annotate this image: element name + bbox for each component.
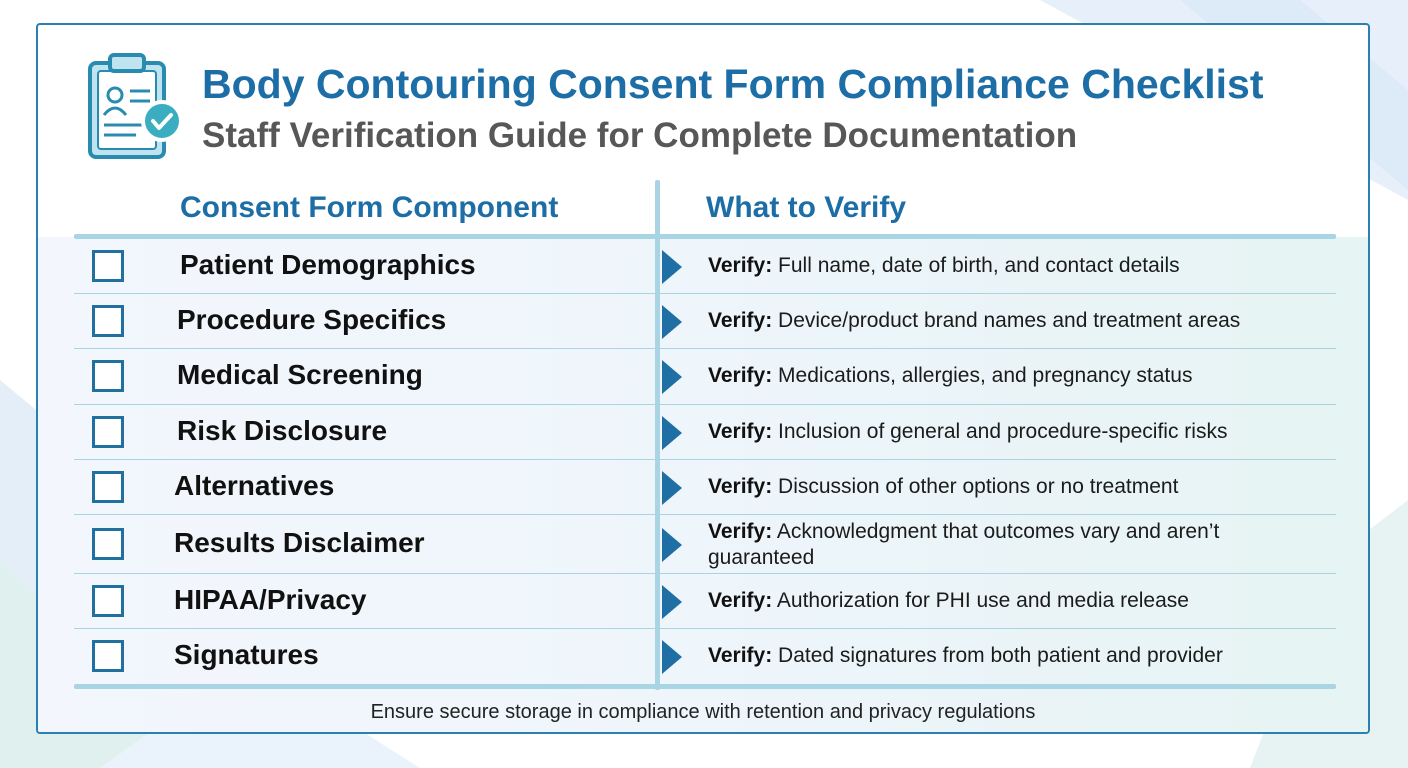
checkbox-procedure-specifics[interactable] <box>92 305 124 337</box>
arrow-marker <box>662 640 682 674</box>
component-label: Patient Demographics <box>180 249 476 280</box>
arrow-marker <box>662 528 682 562</box>
component-label: HIPAA/Privacy <box>174 584 367 615</box>
footer-note: Ensure secure storage in compliance with retention and privacy regulations <box>370 701 1036 723</box>
component-label: Alternatives <box>174 470 335 501</box>
verify-text: Verify: Inclusion of general and procedure-specific risks <box>708 420 1228 443</box>
verify-text: Verify: Acknowledgment that outcomes vary and aren’t guaranteed <box>708 520 1220 569</box>
page-title: Body Contouring Consent Form Compliance Checklist <box>202 61 1264 107</box>
arrow-marker <box>662 416 682 450</box>
table-row <box>74 349 1336 405</box>
arrow-marker <box>662 250 682 284</box>
verify-text: Verify: Dated signatures from both patient and provider <box>708 644 1223 667</box>
checkbox-alternatives[interactable] <box>92 471 124 503</box>
table-row <box>74 405 1336 460</box>
checkbox-patient-demographics[interactable] <box>92 250 124 282</box>
table-row <box>74 294 1336 349</box>
table-row <box>74 515 1336 574</box>
verify-text: Verify: Discussion of other options or no treatment <box>708 475 1179 498</box>
arrow-marker <box>662 305 682 339</box>
checkbox-results-disclaimer[interactable] <box>92 528 124 560</box>
table-row <box>74 239 1336 294</box>
checkbox-medical-screening[interactable] <box>92 360 124 392</box>
table-bottom-rule <box>74 684 1336 689</box>
component-label: Procedure Specifics <box>177 304 447 335</box>
page-subtitle: Staff Verification Guide for Complete Documentation <box>202 116 1078 155</box>
clipboard-check-icon <box>86 51 186 163</box>
checkbox-hipaa-privacy[interactable] <box>92 585 124 617</box>
component-label: Risk Disclosure <box>177 415 388 446</box>
arrow-marker <box>662 585 682 619</box>
checklist-card <box>36 23 1370 734</box>
table-row <box>74 574 1336 629</box>
checkbox-signatures[interactable] <box>92 640 124 672</box>
component-label: Signatures <box>174 639 319 670</box>
arrow-marker <box>662 360 682 394</box>
verify-text: Verify: Medications, allergies, and pregnancy status <box>708 364 1193 387</box>
arrow-marker <box>662 471 682 505</box>
verify-text: Verify: Authorization for PHI use and media release <box>708 589 1189 612</box>
column-header-verify: What to Verify <box>706 191 907 224</box>
component-label: Medical Screening <box>177 359 423 390</box>
verify-text: Verify: Full name, date of birth, and contact details <box>708 254 1180 277</box>
table-row <box>74 460 1336 515</box>
component-label: Results Disclaimer <box>174 527 425 558</box>
verify-text: Verify: Device/product brand names and treatment areas <box>708 309 1241 332</box>
table-row <box>74 629 1336 684</box>
column-header-component: Consent Form Component <box>180 191 559 224</box>
checkbox-risk-disclosure[interactable] <box>92 416 124 448</box>
